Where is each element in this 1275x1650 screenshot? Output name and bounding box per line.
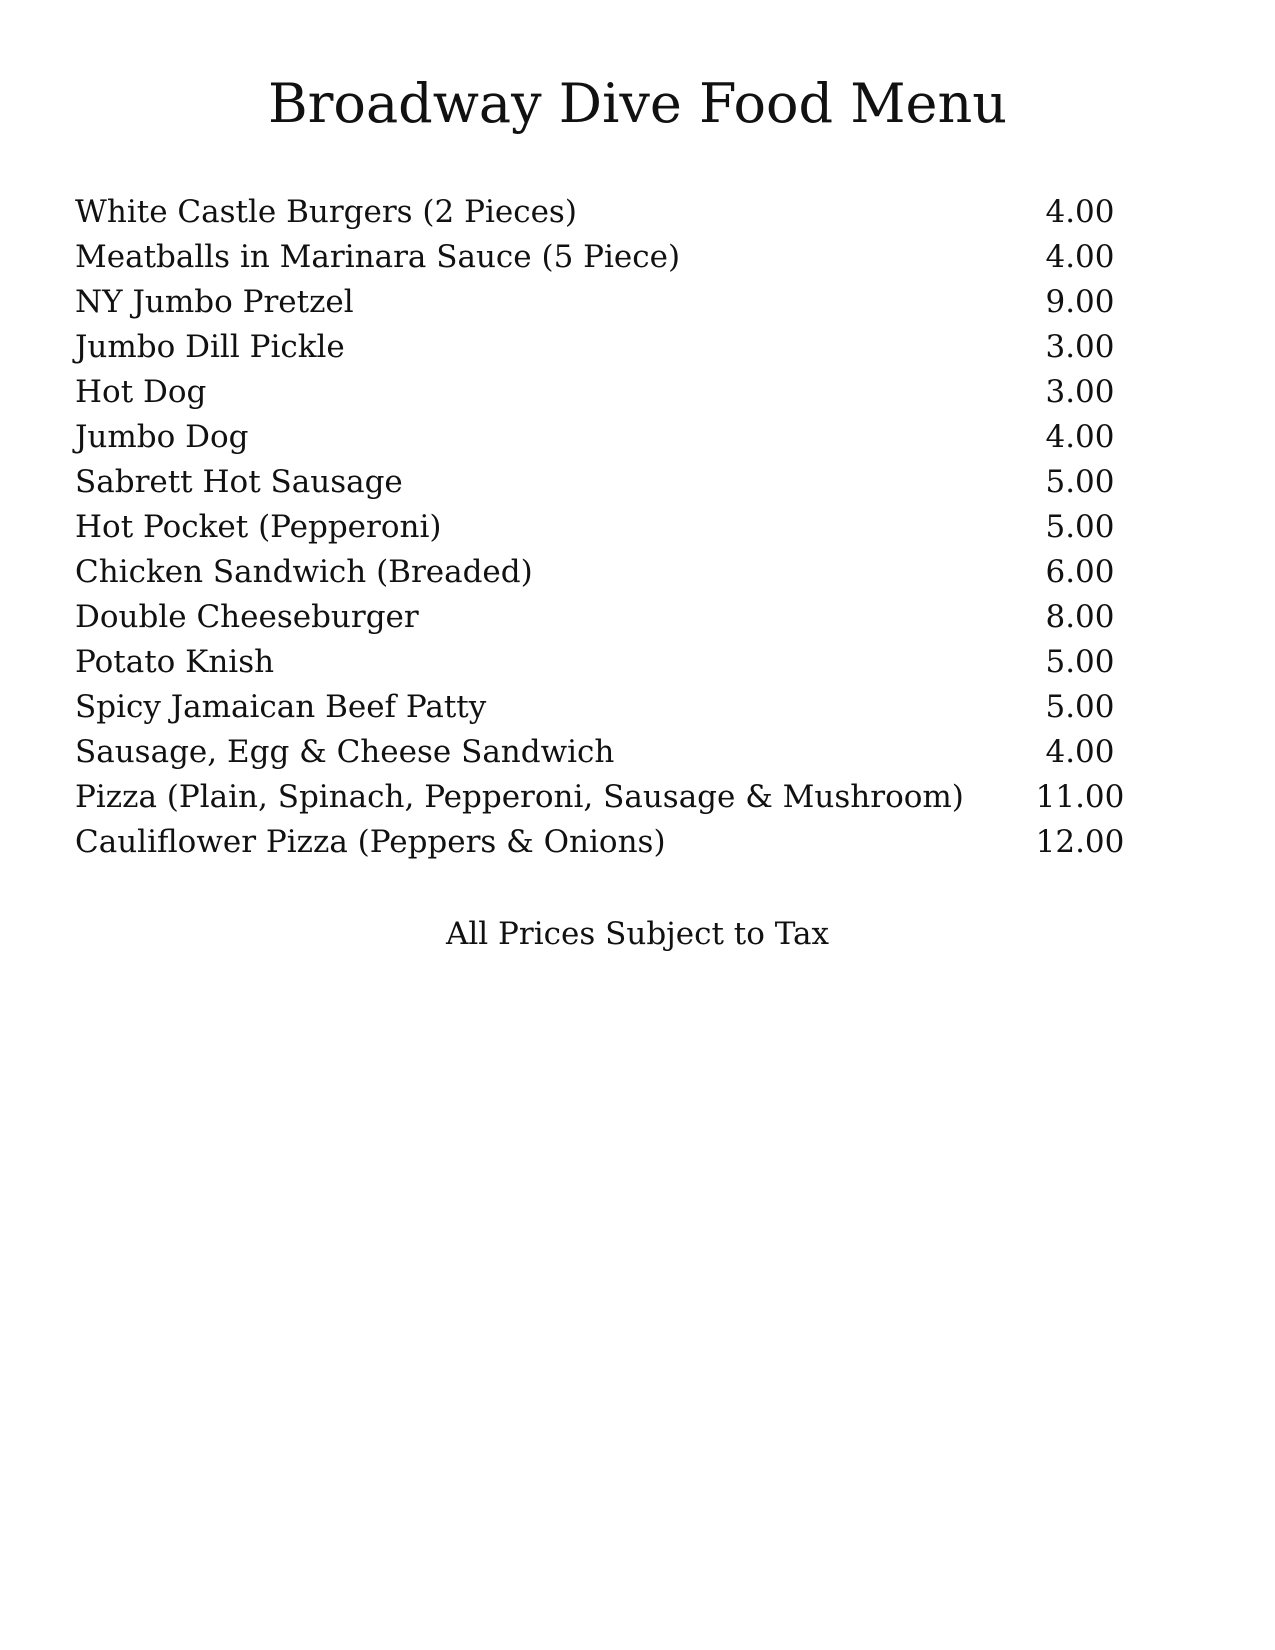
menu-item xyxy=(75,505,1135,550)
menu-item xyxy=(75,550,1135,595)
menu-item-name: Jumbo Dill Pickle xyxy=(75,329,345,365)
menu-item-price: 9.00 xyxy=(1045,284,1115,320)
menu-item-name: Sabrett Hot Sausage xyxy=(75,464,403,500)
menu-item-name: NY Jumbo Pretzel xyxy=(75,284,354,320)
menu-item-price: 4.00 xyxy=(1045,734,1115,770)
menu-item xyxy=(75,415,1135,460)
menu-item-price: 8.00 xyxy=(1045,599,1115,635)
menu-item xyxy=(75,595,1135,640)
menu-item xyxy=(75,640,1135,685)
menu-item xyxy=(75,730,1135,775)
menu-item xyxy=(75,280,1135,325)
menu-item-price: 4.00 xyxy=(1045,194,1115,230)
menu-item xyxy=(75,190,1135,235)
menu-item-name: Spicy Jamaican Beef Patty xyxy=(75,689,487,725)
menu-item-price: 5.00 xyxy=(1045,509,1115,545)
menu-item xyxy=(75,685,1135,730)
menu-item-price: 5.00 xyxy=(1045,644,1115,680)
menu-list xyxy=(75,190,1135,865)
menu-item xyxy=(75,820,1135,865)
menu-item-name: Double Cheeseburger xyxy=(75,599,419,635)
menu-item xyxy=(75,235,1135,280)
menu-item xyxy=(75,325,1135,370)
menu-item-price: 12.00 xyxy=(1035,824,1125,860)
menu-item-price: 5.00 xyxy=(1045,689,1115,725)
menu-item-price: 4.00 xyxy=(1045,419,1115,455)
menu-item-name: Sausage, Egg & Cheese Sandwich xyxy=(75,734,615,770)
menu-item-name: Chicken Sandwich (Breaded) xyxy=(75,554,533,590)
menu-item-price: 6.00 xyxy=(1045,554,1115,590)
menu-item-price: 4.00 xyxy=(1045,239,1115,275)
menu-item xyxy=(75,460,1135,505)
menu-item-name: Hot Pocket (Pepperoni) xyxy=(75,509,442,545)
menu-item xyxy=(75,775,1135,820)
menu-item-name: Cauliflower Pizza (Peppers & Onions) xyxy=(75,824,666,860)
menu-item-name: Meatballs in Marinara Sauce (5 Piece) xyxy=(75,239,681,275)
menu-item-name: White Castle Burgers (2 Pieces) xyxy=(75,194,577,230)
menu-item-name: Jumbo Dog xyxy=(75,419,249,455)
menu-item-name: Pizza (Plain, Spinach, Pepperoni, Sausage & Mushroom) xyxy=(75,779,964,815)
menu-item-price: 3.00 xyxy=(1045,329,1115,365)
menu-item-name: Potato Knish xyxy=(75,644,275,680)
page-title: Broadway Dive Food Menu xyxy=(267,72,1008,135)
menu-item-price: 11.00 xyxy=(1035,779,1125,815)
menu-item-price: 5.00 xyxy=(1045,464,1115,500)
menu-item-price: 3.00 xyxy=(1045,374,1115,410)
tax-note: All Prices Subject to Tax xyxy=(445,916,830,952)
menu-item-name: Hot Dog xyxy=(75,374,207,410)
menu-item xyxy=(75,370,1135,415)
